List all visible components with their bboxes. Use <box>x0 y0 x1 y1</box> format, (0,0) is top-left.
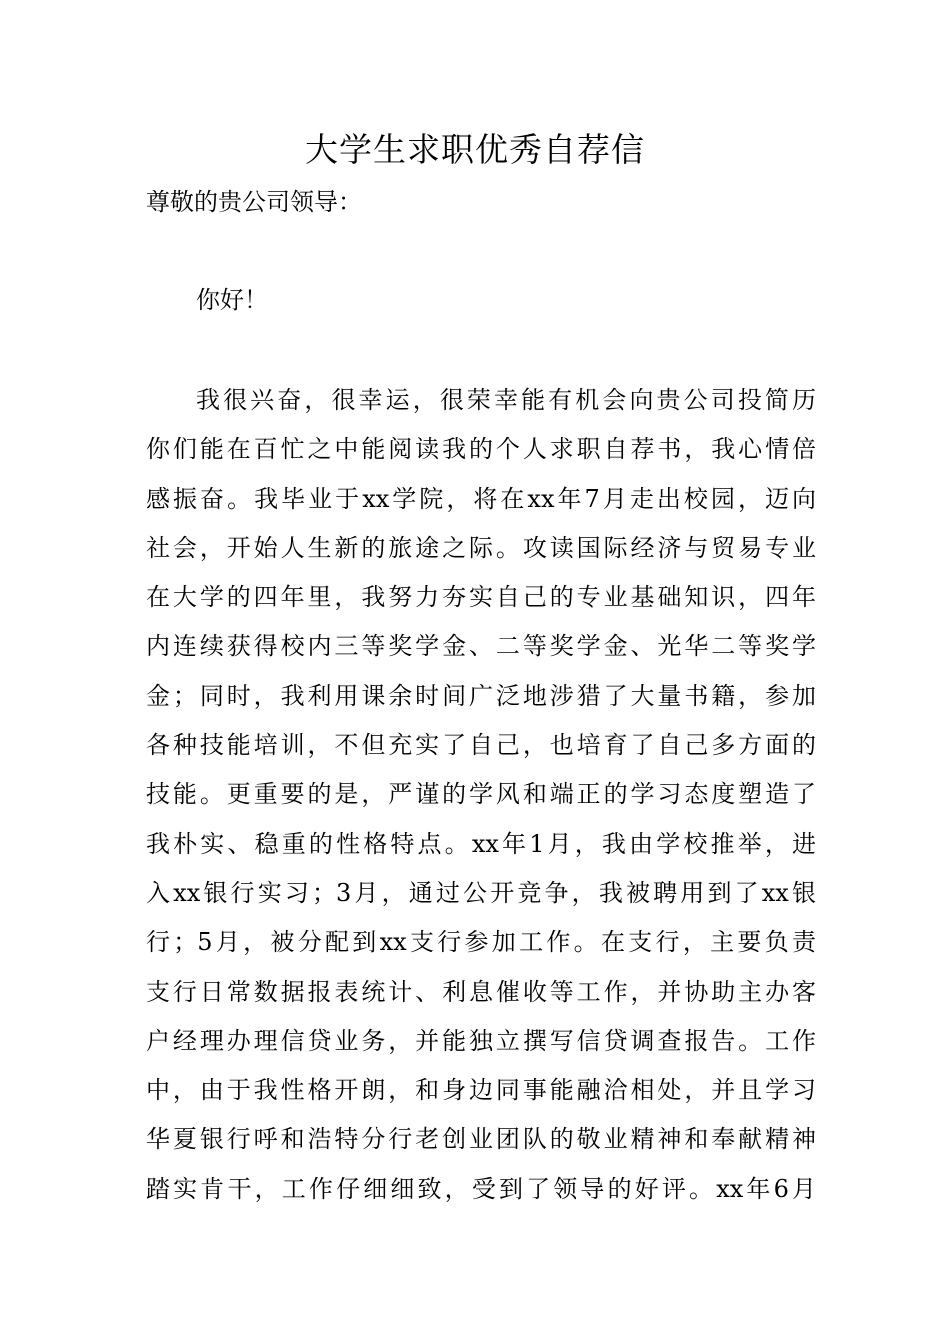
greeting: 你好！ <box>196 286 268 314</box>
body-line: 我很兴奋，很幸运，很荣幸能有机会向贵公司投简历 <box>196 386 816 414</box>
body-line: 户经理办理信贷业务，并能独立撰写信贷调查报告。工作 <box>146 1026 816 1055</box>
body-line: 踏实肯干，工作仔细细致，受到了领导的好评。xx年6月 <box>146 1174 816 1203</box>
body-line: 社会，开始人生新的旅途之际。攻读国际经济与贸易专业 <box>146 533 816 562</box>
body-line: 支行日常数据报表统计、利息催收等工作，并协助主办客 <box>146 977 816 1006</box>
body-line: 各种技能培训，不但充实了自己，也培育了自己多方面的 <box>146 731 816 760</box>
letter-body <box>146 376 816 1214</box>
body-line: 入xx银行实习；3月，通过公开竞争，我被聘用到了xx银 <box>146 878 816 907</box>
body-line: 感振奋。我毕业于xx学院，将在xx年7月走出校园，迈向 <box>146 484 816 513</box>
body-line: 行；5月，被分配到xx支行参加工作。在支行，主要负责 <box>146 928 816 957</box>
body-line: 华夏银行呼和浩特分行老创业团队的敬业精神和奉献精神 <box>146 1125 816 1154</box>
body-line: 中，由于我性格开朗，和身边同事能融洽相处，并且学习 <box>146 1076 816 1105</box>
body-line: 我朴实、稳重的性格特点。xx年1月，我由学校推举，进 <box>146 829 816 858</box>
document-title: 大学生求职优秀自荐信 <box>305 130 645 169</box>
body-line: 内连续获得校内三等奖学金、二等奖学金、光华二等奖学 <box>146 632 816 661</box>
body-line: 金；同时，我利用课余时间广泛地涉猎了大量书籍，参加 <box>146 681 816 710</box>
salutation: 尊敬的贵公司领导： <box>146 188 362 216</box>
body-line: 技能。更重要的是，严谨的学风和端正的学习态度塑造了 <box>146 780 816 809</box>
body-line: 在大学的四年里，我努力夯实自己的专业基础知识，四年 <box>146 583 816 612</box>
body-line: 你们能在百忙之中能阅读我的个人求职自荐书，我心情倍 <box>146 435 816 464</box>
